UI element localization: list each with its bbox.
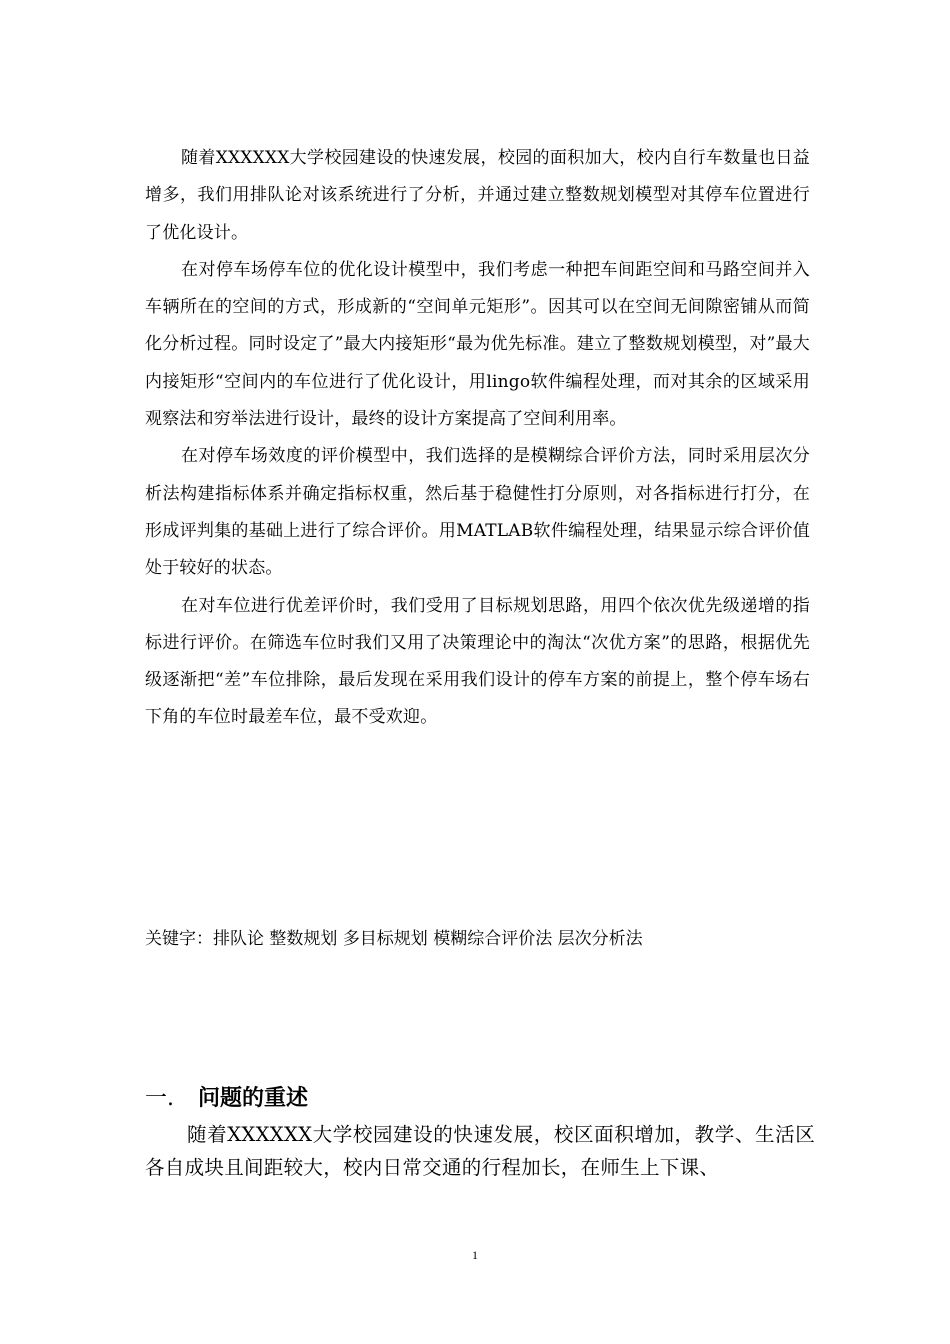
keyword: 整数规划 — [269, 929, 338, 949]
section-heading — [145, 1084, 815, 1114]
keywords-label: 关键字： — [145, 929, 213, 949]
section-paragraph: 随着XXXXXX大学校园建设的快速发展，校区面积增加，教学、生活区各自成块且间距较大，校内日常交通的行程加长，在师生上下课、 — [145, 1123, 815, 1179]
section-problem-restatement — [145, 1084, 815, 1184]
abstract-paragraph-2: 在对停车场停车位的优化设计模型中，我们考虑一种把车间距空间和马路空间并入车辆所在的空间的方式，形成新的“空间单元矩形”。因其可以在空间无间隙密铺从而简化分析过程。同时设定了”最大内接矩形“最为优先标准。建立了整数规划模型，对”最大内接矩形“空间内的车位进行了优化设计，用lingo软件编程处理，而对其余的区域采用观察法和穷举法进行设计，最终的设计方案提高了空间利用率。 — [145, 259, 810, 430]
keyword: 多目标规划 — [342, 929, 428, 949]
page-number: 1 — [472, 1248, 478, 1262]
abstract-paragraph-4: 在对车位进行优差评价时，我们受用了目标规划思路，用四个依次优先级递增的指标进行评价。在筛选车位时我们又用了决策理论中的淘汰“次优方案”的思路，根据优先级逐渐把“差”车位排除，最后发现在采用我们设计的停车方案的前提上，整个停车场右下角的车位时最差车位，最不受欢迎。 — [145, 595, 810, 728]
abstract-paragraph-3: 在对停车场效度的评价模型中，我们选择的是模糊综合评价方法，同时采用层次分析法构建指标体系并确定指标权重，然后基于稳健性打分原则，对各指标进行打分，在形成评判集的基础上进行了综合评价。用MATLAB软件编程处理，结果显示综合评价值处于较好的状态。 — [145, 446, 810, 579]
abstract — [145, 140, 810, 737]
section-number: 一. — [145, 1086, 174, 1111]
section-title: 问题的重述 — [198, 1086, 309, 1111]
keyword: 层次分析法 — [557, 929, 643, 949]
abstract-paragraph-1: 随着XXXXXX大学校园建设的快速发展，校园的面积加大，校内自行车数量也日益增多，我们用排队论对该系统进行了分析，并通过建立整数规划模型对其停车位置进行了优化设计。 — [145, 148, 810, 243]
keyword: 模糊综合评价法 — [433, 929, 553, 949]
keyword: 排队论 — [213, 929, 264, 949]
keywords-line — [145, 926, 810, 952]
